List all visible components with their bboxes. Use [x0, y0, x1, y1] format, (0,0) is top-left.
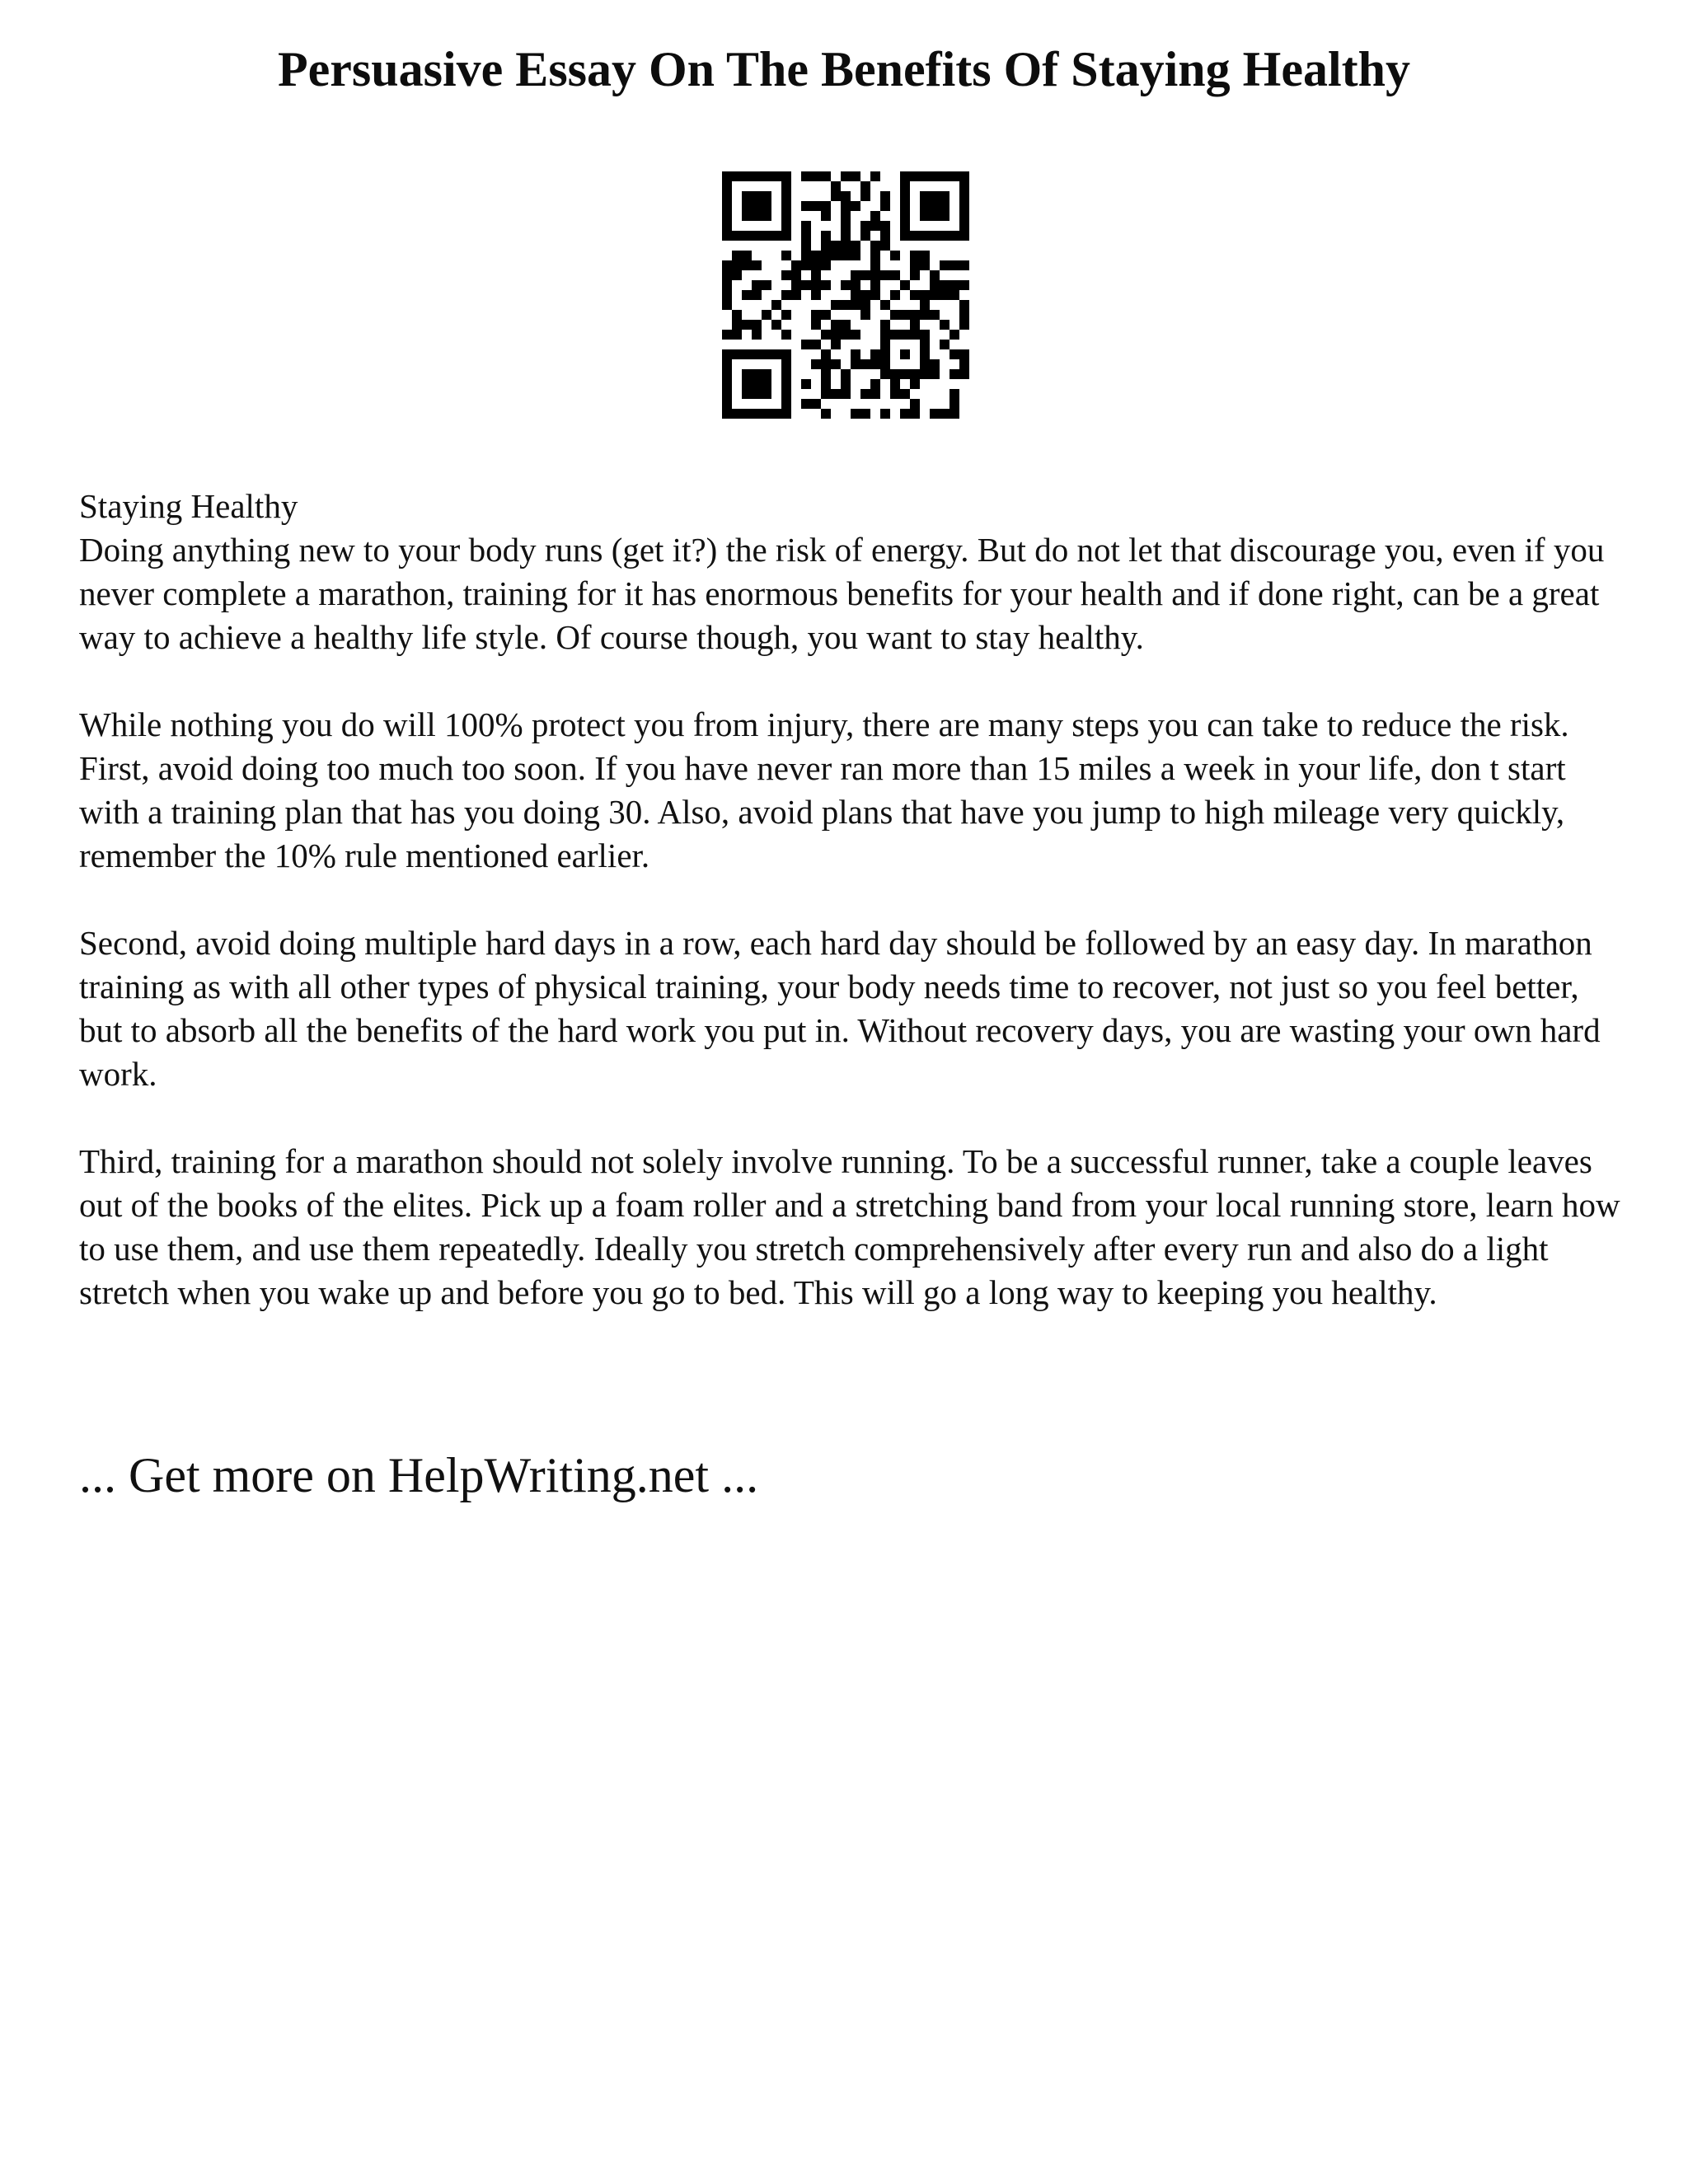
document-title: Persuasive Essay On The Benefits Of Staying Healthy	[278, 42, 1410, 96]
helpwriting-link[interactable]: ... Get more on HelpWriting.net ...	[79, 1448, 759, 1502]
essay-paragraph-3: Second, avoid doing multiple hard days in a row, each hard day should be followed by an easy day. In marathon training as with all other types of physical training, your body needs time to recover, not just so you feel better, but to absorb all the benefits of the hard work you put in. Without recovery days, you are wasting your own hard work.	[79, 924, 1601, 1093]
essay-subheading: Staying Healthy	[79, 487, 298, 525]
essay-paragraph-1: Doing anything new to your body runs (get it?) the risk of energy. But do not let that discourage you, even if you never complete a marathon, training for it has enormous benefits for your health and if done right, can be a great way to achieve a healthy life style. Of course though, you want to stay healthy.	[79, 531, 1605, 656]
essay-body	[79, 485, 1629, 1358]
qr-code-icon	[722, 171, 969, 419]
essay-paragraph-4: Third, training for a marathon should not solely involve running. To be a successful runner, take a couple leaves out of the books of the elites. Pick up a foam roller and a stretching band from your local running store, learn how to use them, and use them repeatedly. Ideally you stretch comprehensively after every run and also do a light stretch when you wake up and before you go to bed. This will go a long way to keeping you healthy.	[79, 1142, 1620, 1311]
essay-paragraph-2: While nothing you do will 100% protect you from injury, there are many steps you can take to reduce the risk. First, avoid doing too much too soon. If you have never ran more than 15 miles a week in your life, don t start with a training plan that has you doing 30. Also, avoid plans that have you jump to high mileage very quickly, remember the 10% rule mentioned earlier.	[79, 705, 1569, 874]
